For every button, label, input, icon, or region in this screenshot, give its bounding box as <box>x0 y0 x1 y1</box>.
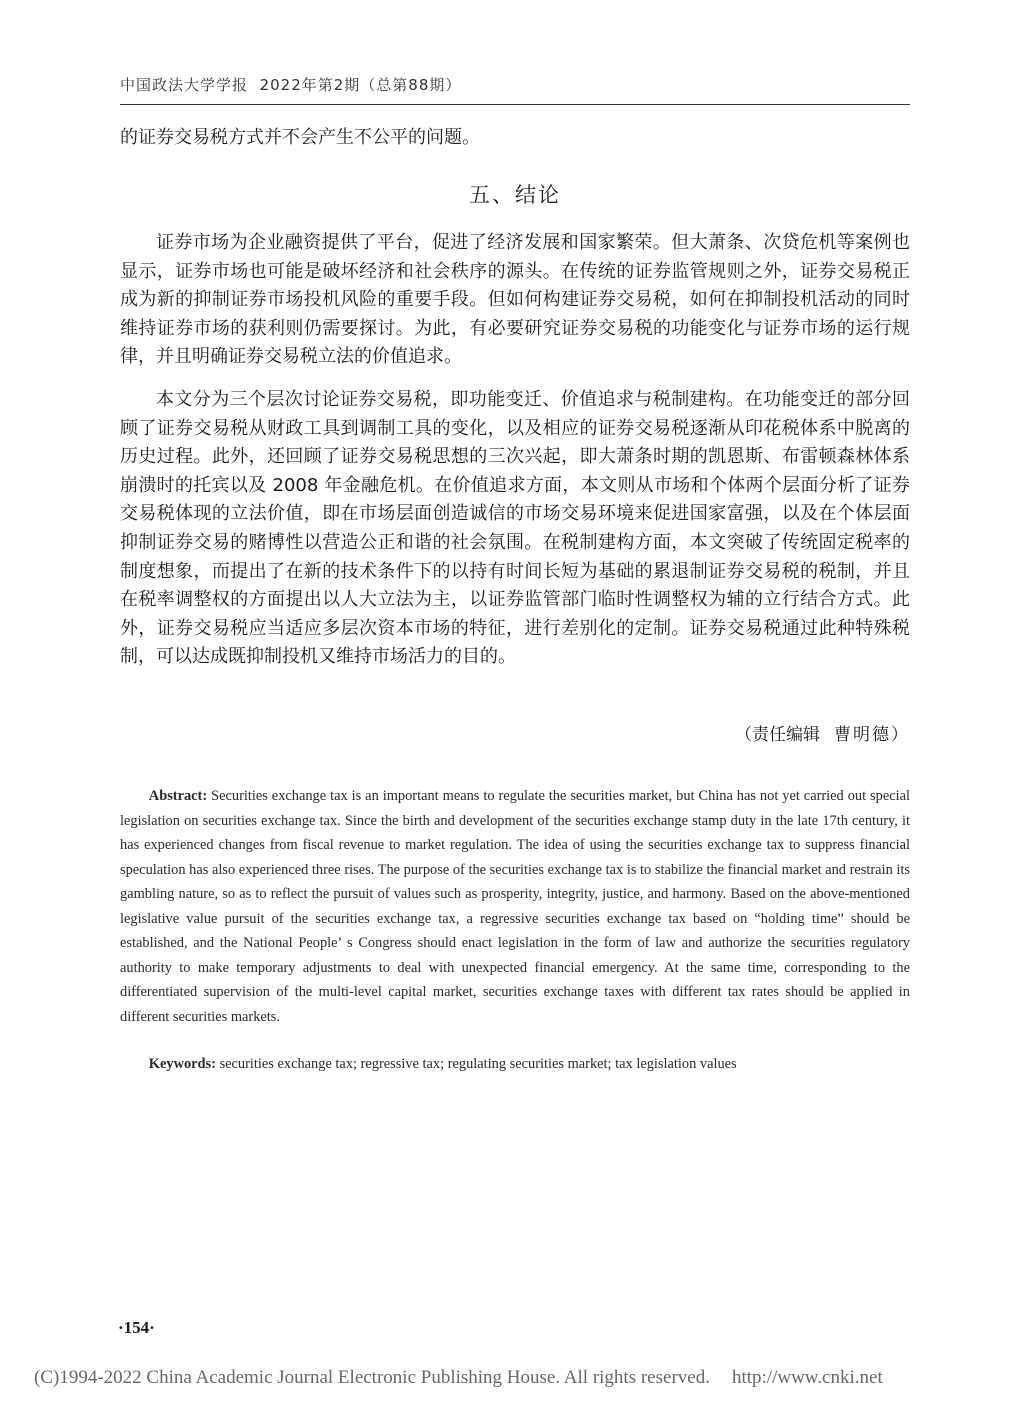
paragraph-text: 证券市场为企业融资提供了平台，促进了经济发展和国家繁荣。但大萧条、次贷危机等案例也显示，证券市场也可能是破坏经济和社会秩序的源头。在传统的证券监管规则之外，证券交易税正成为新的抑制证券市场投机风险的重要手段。但如何构建证券交易税，如何在抑制投机活动的同时维持证券市场的获利则仍需要探讨。为此，有必要研究证券交易税的功能变化与证券市场的运行规律，并且明确证券交易税立法的价值追求。 <box>120 232 910 368</box>
abstract-text: Securities exchange tax is an important means to regulate the securities market, but China has not yet carried out special legislation on securities exchange tax. Since the birth and development of the securities exchange stamp duty in the late 17th century, it has experienced changes from fiscal revenue to market regulation. The idea of using the securities exchange tax to suppress financial speculation has also experienced three rises. The purpose of the securities exchange tax is to stabilize the financial market and restrain its gambling nature, so as to reflect the pursuit of values such as prosperity, integrity, justice, and harmony. Based on the above-mentioned legislative value pursuit of the securities exchange tax, a regressive securities exchange tax based on “holding time” should be established, and the National People’ s Congress should enact legislation in the form of law and authorize the securities regulatory authority to make temporary adjustments to deal with unexpected financial emergency. At the same time, corresponding to the differentiated supervision of the multi-level capital market, securities exchange taxes with different tax rates should be applied in different securities markets. <box>120 788 910 1025</box>
editor-name: 曹明德） <box>834 725 910 745</box>
abstract-label: Abstract: <box>148 788 208 804</box>
section-title: 五、结论 <box>469 183 561 207</box>
running-header <box>120 74 910 105</box>
english-abstract <box>120 784 910 1029</box>
footer-url: http://www.cnki.net <box>731 1367 883 1388</box>
responsible-editor <box>120 720 910 745</box>
keywords-label: Keywords: <box>148 1056 216 1072</box>
copyright-footer <box>34 1367 994 1389</box>
editor-label: （责任编辑 <box>735 725 820 745</box>
conclusion-paragraph-1 <box>120 229 910 372</box>
conclusion-paragraph-2 <box>120 386 910 672</box>
continuation-text: 的证券交易税方式并不会产生不公平的问题。 <box>120 127 480 148</box>
issue-info: 2022年第2期（总第88期） <box>259 76 462 94</box>
copyright-text: (C)1994-2022 China Academic Journal Electronic Publishing House. All rights reserved. <box>34 1367 710 1388</box>
keywords-text: securities exchange tax; regressive tax; regulating securities market; tax legislation values <box>219 1056 737 1072</box>
paragraph-text: 本文分为三个层次讨论证券交易税，即功能变迁、价值追求与税制建构。在功能变迁的部分回顾了证券交易税从财政工具到调制工具的变化，以及相应的证券交易税逐渐从印花税体系中脱离的历史过程。此外，还回顾了证券交易税思想的三次兴起，即大萧条时期的凯恩斯、布雷顿森林体系崩溃时的托宾以及 2008 年金融危机。在价值追求方面，本文则从市场和个体两个层面分析了证券交易税体现的立法价值，即在市场层面创造诚信的市场交易环境来促进国家富强，以及在个体层面抑制证券交易的赌博性以营造公正和谐的社会氛围。在税制建构方面，本文突破了传统固定税率的制度想象，而提出了在新的技术条件下的以持有时间长短为基础的累退制证券交易税的税制，并且在税率调整权的方面提出以人大立法为主，以证券监管部门临时性调整权为辅的立行结合方式。此外，证券交易税应当适应多层次资本市场的特征，进行差别化的定制。证券交易税通过此种特殊税制，可以达成既抑制投机又维持市场活力的目的。 <box>120 389 910 668</box>
english-keywords <box>120 1052 910 1076</box>
journal-name: 中国政法大学学报 <box>120 76 249 94</box>
page-number: ·154· <box>118 1318 155 1337</box>
